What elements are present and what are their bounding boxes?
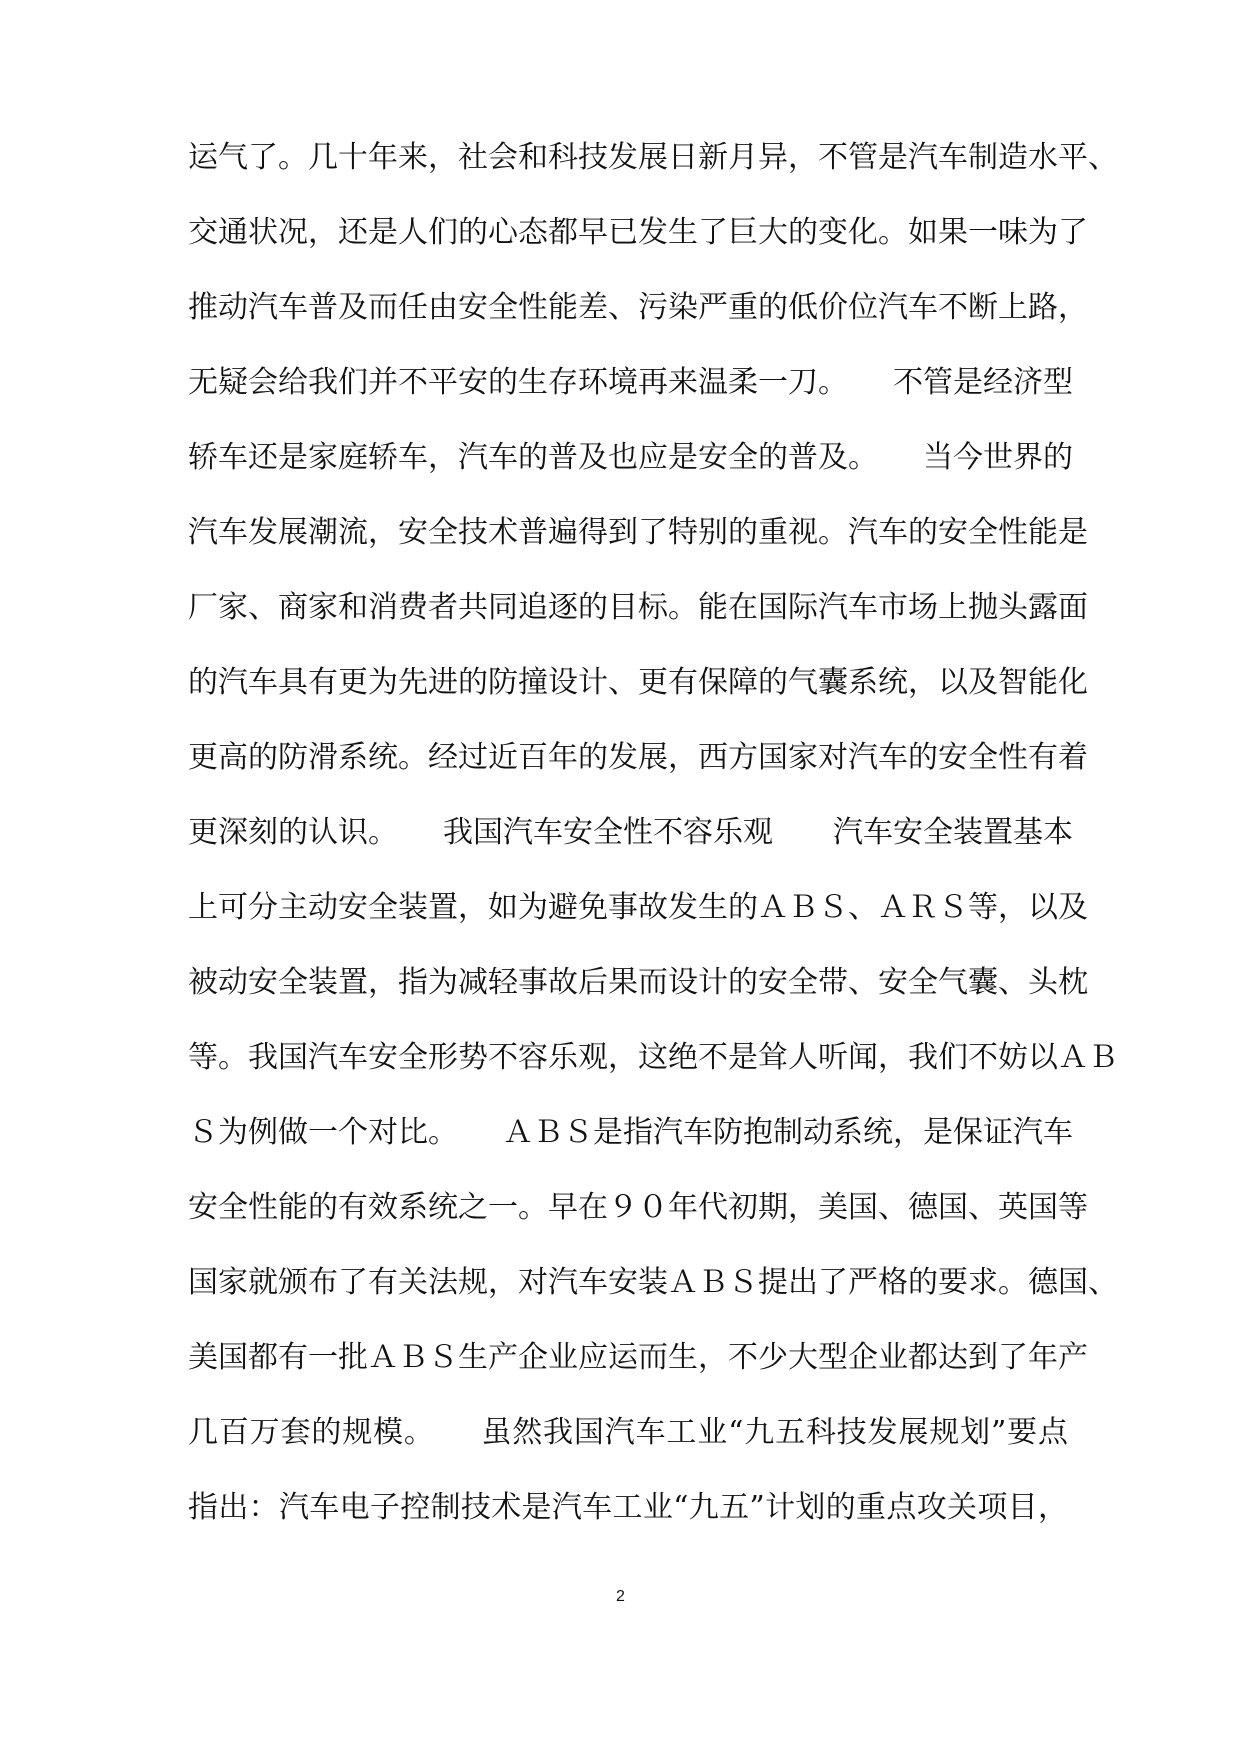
text-line: 更深刻的认识。 我国汽车安全性不容乐观 汽车安全装置基本 (188, 815, 1073, 850)
text-line: 更高的防滑系统。经过近百年的发展，西方国家对汽车的安全性有着 (188, 740, 1088, 775)
text-line: 交通状况，还是人们的心态都早已发生了巨大的变化。如果一味为了 (188, 215, 1088, 250)
text-line: 指出：汽车电子控制技术是汽车工业“九五”计划的重点攻关项目， (188, 1490, 1068, 1525)
text-line: 国家就颁布了有关法规，对汽车安装ＡＢＳ提出了严格的要求。德国、 (188, 1265, 1118, 1300)
text-line: Ｓ为例做一个对比。 ＡＢＳ是指汽车防抱制动系统，是保证汽车 (188, 1115, 1073, 1150)
text-line: 汽车发展潮流，安全技术普遍得到了特别的重视。汽车的安全性能是 (188, 515, 1088, 550)
text-line: 美国都有一批ＡＢＳ生产企业应运而生，不少大型企业都达到了年产 (188, 1340, 1088, 1375)
body-text (188, 120, 1118, 1545)
text-line: 安全性能的有效系统之一。早在９０年代初期，美国、德国、英国等 (188, 1190, 1088, 1225)
text-line: 几百万套的规模。 虽然我国汽车工业“九五科技发展规划”要点 (188, 1415, 1068, 1450)
text-line: 厂家、商家和消费者共同追逐的目标。能在国际汽车市场上抛头露面 (188, 590, 1088, 625)
text-line: 的汽车具有更为先进的防撞设计、更有保障的气囊系统，以及智能化 (188, 665, 1088, 700)
text-line: 被动安全装置，指为减轻事故后果而设计的安全带、安全气囊、头枕 (188, 965, 1088, 1000)
text-line: 推动汽车普及而任由安全性能差、污染严重的低价位汽车不断上路， (188, 290, 1088, 325)
text-line: 等。我国汽车安全形势不容乐观，这绝不是耸人听闻，我们不妨以ＡＢ (188, 1040, 1118, 1075)
text-line: 运气了。几十年来，社会和科技发展日新月异，不管是汽车制造水平、 (188, 140, 1118, 175)
text-line: 上可分主动安全装置，如为避免事故发生的ＡＢＳ、ＡＲＳ等，以及 (188, 890, 1088, 925)
text-line: 无疑会给我们并不平安的生存环境再来温柔一刀。 不管是经济型 (188, 365, 1073, 400)
page-number: 2 (616, 1588, 625, 1605)
text-line: 轿车还是家庭轿车，汽车的普及也应是安全的普及。 当今世界的 (188, 440, 1073, 475)
